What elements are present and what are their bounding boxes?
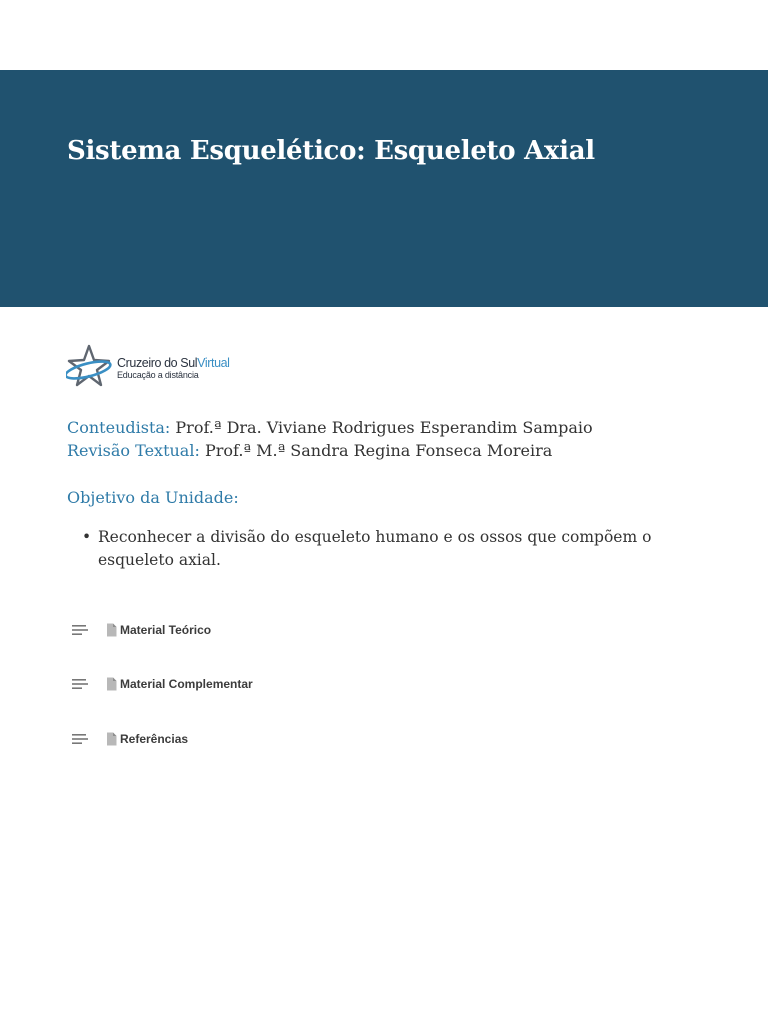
text-lines-icon	[72, 677, 90, 691]
star-orbit-icon	[66, 343, 116, 389]
section-label: Material Teórico	[120, 623, 212, 637]
logo-name-light: Virtual	[197, 356, 230, 370]
objective-list	[82, 526, 722, 572]
author-label: Conteudista:	[67, 418, 171, 437]
credits-block	[67, 416, 593, 462]
header-banner	[0, 70, 768, 307]
bullet-icon: •	[82, 528, 92, 546]
text-lines-icon	[72, 623, 90, 637]
author-line	[67, 416, 593, 439]
objective-title: Objetivo da Unidade:	[67, 488, 239, 507]
objective-item-text: Reconhecer a divisão do esqueleto humano e os ossos que compõem o esqueleto axial.	[98, 528, 652, 569]
author-value: Prof.ª Dra. Viviane Rodrigues Esperandim Sampaio	[175, 418, 593, 437]
document-icon	[106, 677, 117, 691]
section-label: Referências	[120, 732, 189, 746]
logo-tagline: Educação a distância	[117, 370, 199, 380]
reviewer-value: Prof.ª M.ª Sandra Regina Fonseca Moreira	[204, 441, 553, 460]
reviewer-line	[67, 439, 593, 462]
list-item	[82, 526, 722, 572]
document-icon	[106, 623, 117, 637]
page-title: Sistema Esquelético: Esqueleto Axial	[67, 136, 595, 166]
reviewer-label: Revisão Textual:	[67, 441, 200, 460]
section-link-referencias[interactable]	[72, 729, 188, 749]
section-label: Material Complementar	[120, 677, 253, 691]
section-link-material-complementar[interactable]	[72, 674, 253, 694]
document-icon	[106, 732, 117, 746]
institution-logo	[66, 343, 241, 389]
text-lines-icon	[72, 732, 90, 746]
logo-name-strong: Cruzeiro do Sul	[117, 356, 198, 370]
logo-wordmark	[117, 356, 230, 370]
section-link-material-teorico[interactable]	[72, 620, 211, 640]
